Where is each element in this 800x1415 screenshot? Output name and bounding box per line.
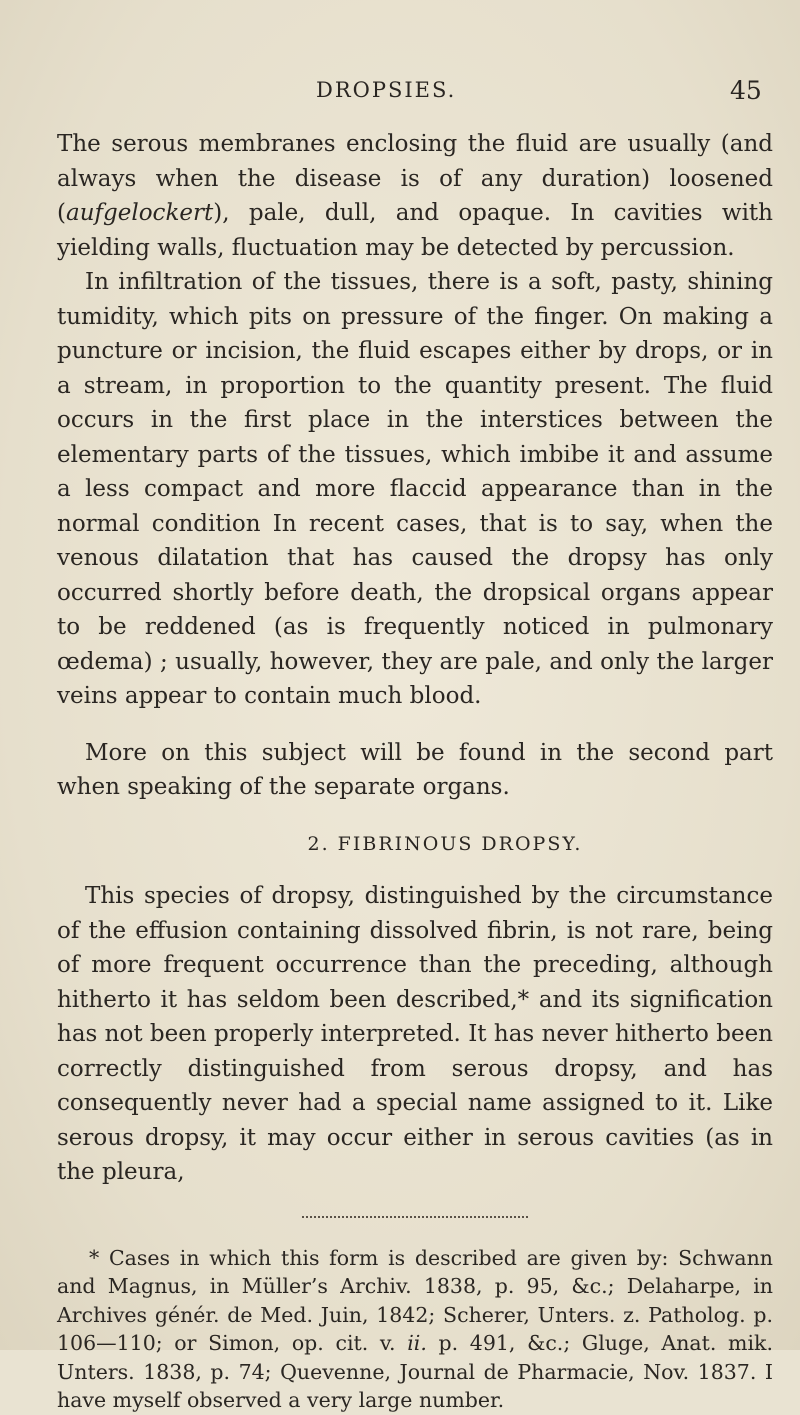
page-number: 45 bbox=[730, 76, 762, 105]
paragraph-text: ), pale, dull, and opaque. In cavities with yielding walls, fluctuation may be detected by percussion. bbox=[57, 200, 773, 261]
paragraph-text: The serous membranes enclosing the fluid are usually (and always when the disease is of any duration) loosened ( bbox=[57, 131, 773, 226]
section-heading: 2. FIBRINOUS DROPSY. bbox=[307, 832, 583, 855]
footnote-text: p. 491, &c.; Gluge, Anat. mik. Unters. 1838, p. 74; Quevenne, Journal de Pharmacie, Nov. 1837. I have myself observed a very large number. bbox=[57, 1331, 773, 1412]
body-text bbox=[57, 127, 773, 1415]
footnote bbox=[57, 1244, 773, 1415]
paragraph-infiltration: In infiltration of the tissues, there is a soft, pasty, shining tumidity, which pits on pressure of the finger. On making a puncture or incision, the fluid escapes either by drops, or in a stream, in proportion to the quantity present. The fluid occurs in the first place in the interstices between the elementary parts of the tissues, which imbibe it and assume a less compact and more flaccid appearance than in the normal condition In recent cases, that is to say, when the venous dilatation that has caused the dropsy has only occurred shortly before death, the dropsical organs appear to be reddened (as is frequently noticed in pulmonary œdema) ; usually, however, they are pale, and only the larger veins appear to contain much blood. bbox=[57, 269, 773, 709]
footnote-volume: ii. bbox=[407, 1331, 427, 1355]
paragraph-fibrinous-dropsy: This species of dropsy, distinguished by the circumstance of the effusion containing dissolved fibrin, is not rare, being of more frequent occurrence than the preceding, although hitherto it has seldom been described,* and its signification has not been properly interpreted. It has never hitherto been correctly distinguished from serous dropsy, and has consequently never had a special name assigned to it. Like serous dropsy, it may occur either in serous cavities (as in the pleura, bbox=[57, 883, 773, 1185]
paragraph-more-on-subject: More on this subject will be found in the second part when speaking of the separate organs. bbox=[57, 739, 773, 800]
running-head-title: DROPSIES. bbox=[316, 78, 457, 102]
footnote-divider bbox=[302, 1216, 528, 1222]
footnote-text: * Cases in which this form is described are given by: Schwann and Magnus, in Müller’s Archiv. 1838, p. 95, &c.; Delaharpe, in Archives génér. de Med. Juin, 1842; Scherer, Unters. z. Patholog. p. 106—110; or Simon, op. cit. v. bbox=[57, 1245, 773, 1355]
running-head bbox=[0, 76, 800, 106]
italic-term: aufgelockert bbox=[65, 200, 214, 226]
paragraph-serous-membranes bbox=[57, 127, 773, 265]
